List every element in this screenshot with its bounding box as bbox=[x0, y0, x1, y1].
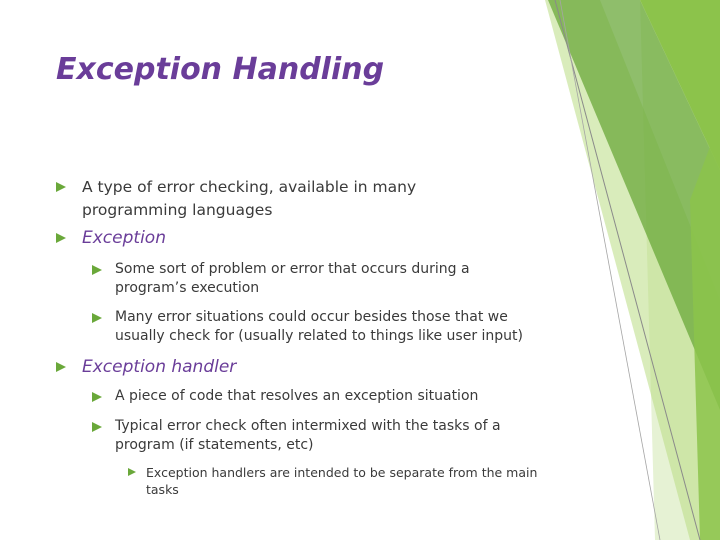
arrow-bullet-icon bbox=[128, 468, 136, 476]
bullet-text: Exception handler bbox=[82, 357, 237, 377]
bullet-text-cont: usually check for (usually related to things like user input) bbox=[115, 328, 524, 344]
bullet-text: Some sort of problem or error that occurs during a bbox=[115, 261, 470, 277]
bullet-text: Exception handlers are intended to be separate from the main bbox=[146, 465, 538, 480]
sub-bullet-item bbox=[92, 260, 470, 298]
bullet-text: A piece of code that resolves an exception situation bbox=[115, 388, 479, 404]
arrow-bullet-icon bbox=[92, 392, 102, 402]
arrow-bullet-icon bbox=[92, 265, 102, 275]
bullet-item bbox=[56, 176, 416, 222]
bullet-text: Many error situations could occur besides those that we bbox=[115, 309, 508, 325]
bullet-item bbox=[56, 356, 236, 379]
sub-bullet-item bbox=[92, 417, 501, 455]
arrow-bullet-icon bbox=[56, 182, 66, 192]
bullet-text-cont: tasks bbox=[146, 482, 179, 497]
bullet-text-cont: program (if statements, etc) bbox=[115, 437, 314, 453]
bullet-text-cont: program’s execution bbox=[115, 280, 260, 296]
arrow-bullet-icon bbox=[56, 362, 66, 372]
bullet-text: A type of error checking, available in many bbox=[82, 178, 417, 196]
arrow-bullet-icon bbox=[92, 313, 102, 323]
arrow-bullet-icon bbox=[92, 422, 102, 432]
arrow-bullet-icon bbox=[56, 233, 66, 243]
bullet-text: Typical error check often intermixed with the tasks of a bbox=[115, 418, 501, 434]
bullet-text: Exception bbox=[82, 228, 166, 248]
bullet-item bbox=[56, 227, 166, 250]
sub-sub-bullet-item bbox=[128, 464, 537, 498]
slide-title: Exception Handling bbox=[56, 52, 385, 87]
sub-bullet-item bbox=[92, 387, 478, 406]
sub-bullet-item bbox=[92, 308, 523, 346]
bullet-text-cont: programming languages bbox=[82, 201, 273, 219]
